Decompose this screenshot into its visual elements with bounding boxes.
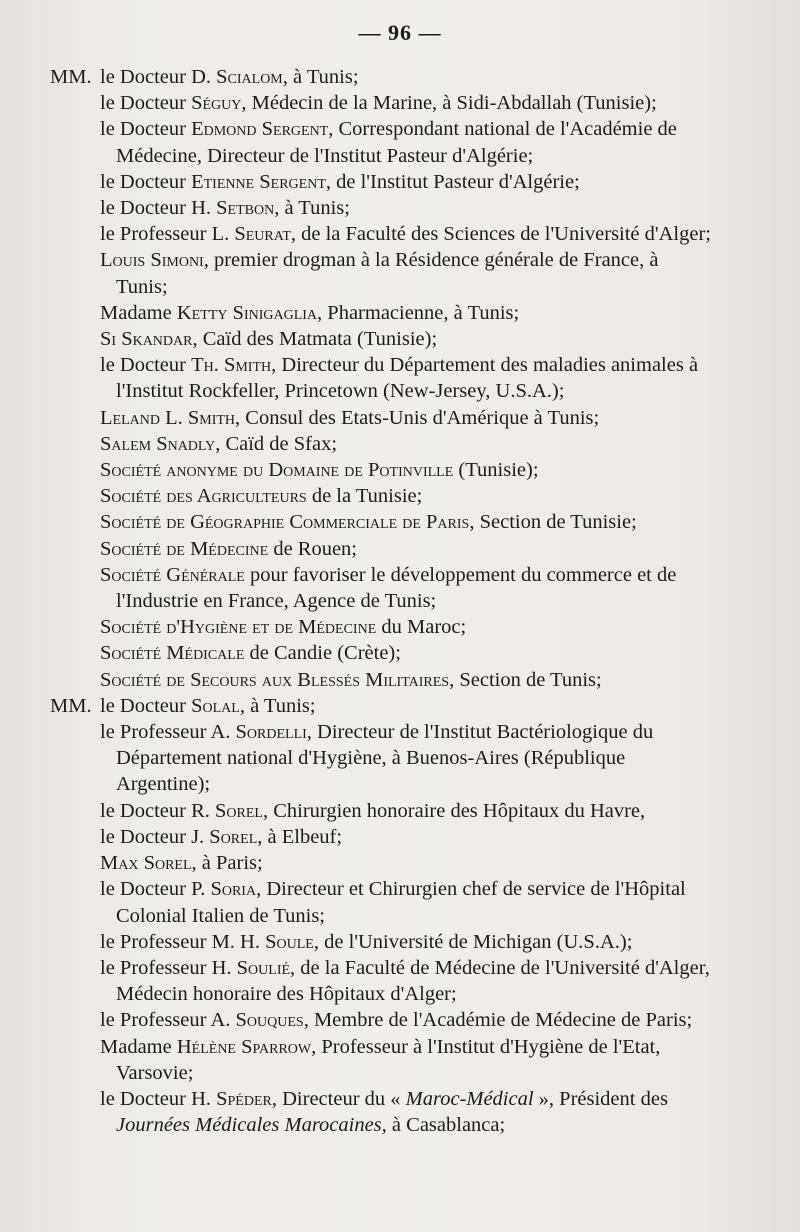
list-entry: le Docteur P. Soria, Directeur et Chirurgien chef de service de l'Hôpital Colonial Italien de Tunis; [100, 878, 686, 927]
list-entry: Société Médicale de Candie (Crète); [100, 642, 401, 665]
list-entry: le Docteur Th. Smith, Directeur du Département des maladies animales à l'Institut Rockfeller, Princetown (New-Jersey, U.S.A.); [100, 354, 699, 403]
list-entry: Société Générale pour favoriser le développement du commerce et de l'Industrie en France, Agence de Tunis; [100, 563, 677, 613]
member-name: Ketty Sinigaglia [176, 301, 318, 324]
member-name: Hélène Sparrow [176, 1035, 312, 1058]
list-entry: Si Skandar, Caïd des Matmata (Tunisie); [100, 328, 438, 351]
member-name: Société de Géographie Commerciale de Paris [100, 511, 470, 534]
member-name: Société de Secours aux Blessés Militaires [100, 668, 450, 691]
member-name: Société anonyme du Domaine de Potinville [100, 459, 454, 482]
list-entry: Louis Simoni, premier drogman à la Résidence générale de France, à Tunis; [100, 249, 659, 298]
list-entry: Société de Médecine de Rouen; [100, 537, 358, 560]
event-title: Journées Médicales Marocaines [116, 1114, 382, 1137]
member-name: Seurat [234, 223, 291, 246]
member-name: Th. Smith [191, 354, 272, 377]
list-entry: le Professeur H. Soulié, de la Faculté de Médecine de l'Université d'Alger, Médecin honoraire des Hôpitaux d'Alger; [100, 956, 710, 1006]
journal-title: Maroc-Médical [405, 1087, 534, 1110]
member-name: Soule [265, 930, 314, 953]
list-entry: Max Sorel, à Paris; [100, 852, 263, 875]
mm-prefix: MM. [50, 66, 92, 88]
list-entry: Salem Snadly, Caïd de Sfax; [100, 432, 338, 455]
member-name: Etienne Sergent [191, 170, 326, 193]
member-name: Scialom [216, 66, 283, 88]
list-entry: Société des Agriculteurs de la Tunisie; [100, 485, 423, 508]
member-name: Sorel [209, 825, 258, 848]
list-entry: Leland L. Smith, Consul des Etats-Unis d'Amérique à Tunis; [100, 406, 600, 429]
list-entry: le Docteur H. Spéder, Directeur du « Maroc-Médical », Président des Journées Médicales Marocaines, à Casablanca; [100, 1087, 668, 1137]
member-name: Société d'Hygiène et de Médecine [100, 616, 377, 639]
page-number: — 96 — [358, 20, 442, 45]
member-name: Société des Agriculteurs [100, 485, 307, 508]
list-entry: le Docteur J. Sorel, à Elbeuf; [100, 825, 343, 848]
list-entry: MM. le Docteur Solal, à Tunis; [42, 693, 712, 719]
list-entry: Société d'Hygiène et de Médecine du Maroc; [100, 616, 467, 639]
list-entry: le Docteur Etienne Sergent, de l'Institut Pasteur d'Algérie; [100, 170, 580, 193]
list-entry: le Professeur L. Seurat, de la Faculté des Sciences de l'Université d'Alger; [100, 223, 711, 246]
member-name: Société Médicale [100, 642, 245, 665]
member-name: Souques [235, 1009, 304, 1032]
member-name: Salem Snadly [100, 432, 216, 455]
member-name: Société de Médecine [100, 537, 269, 560]
member-list [42, 64, 712, 1138]
list-entry: le Docteur Edmond Sergent, Correspondant national de l'Académie de Médecine, Directeur de l'Institut Pasteur d'Algérie; [100, 118, 677, 167]
member-name: Séguy [191, 92, 242, 115]
list-entry: le Docteur R. Sorel, Chirurgien honoraire des Hôpitaux du Havre, [100, 799, 646, 822]
list-entry: le Professeur A. Sordelli, Directeur de l'Institut Bactériologique du Département national d'Hygiène, à Buenos-Aires (République Argentine); [100, 721, 654, 796]
list-entry: le Docteur H. Setbon, à Tunis; [100, 197, 350, 220]
list-entry: MM. le Docteur D. Scialom, à Tunis; [42, 64, 712, 90]
list-entry: Société de Secours aux Blessés Militaires, Section de Tunis; [100, 668, 602, 691]
member-name: Sordelli [235, 721, 307, 744]
list-entry: Société de Géographie Commerciale de Paris, Section de Tunisie; [100, 511, 637, 534]
mm-prefix: MM. [50, 694, 92, 717]
member-name: Soria [210, 878, 257, 901]
member-name: Si Skandar [100, 328, 193, 351]
list-entry: le Professeur A. Souques, Membre de l'Académie de Médecine de Paris; [100, 1009, 693, 1032]
list-entry: le Professeur M. H. Soule, de l'Université de Michigan (U.S.A.); [100, 930, 633, 953]
list-entry: Société anonyme du Domaine de Potinville (Tunisie); [100, 459, 539, 482]
member-name: Sorel [215, 799, 263, 822]
member-name: Max Sorel [100, 852, 192, 875]
member-name: Spéder [216, 1087, 272, 1110]
member-name: Leland L. Smith [100, 406, 236, 429]
member-name: Soulié [236, 956, 291, 979]
member-name: Société Générale [100, 563, 245, 586]
list-entry: Madame Hélène Sparrow, Professeur à l'Institut d'Hygiène de l'Etat, Varsovie; [100, 1035, 661, 1084]
member-name: Louis Simoni [100, 249, 204, 272]
list-entry: Madame Ketty Sinigaglia, Pharmacienne, à Tunis; [100, 301, 520, 324]
member-name: Solal [191, 694, 240, 717]
list-entry: le Docteur Séguy, Médecin de la Marine, à Sidi-Abdallah (Tunisie); [100, 92, 657, 115]
member-name: Setbon [216, 197, 275, 220]
member-name: Edmond Sergent [191, 118, 329, 141]
